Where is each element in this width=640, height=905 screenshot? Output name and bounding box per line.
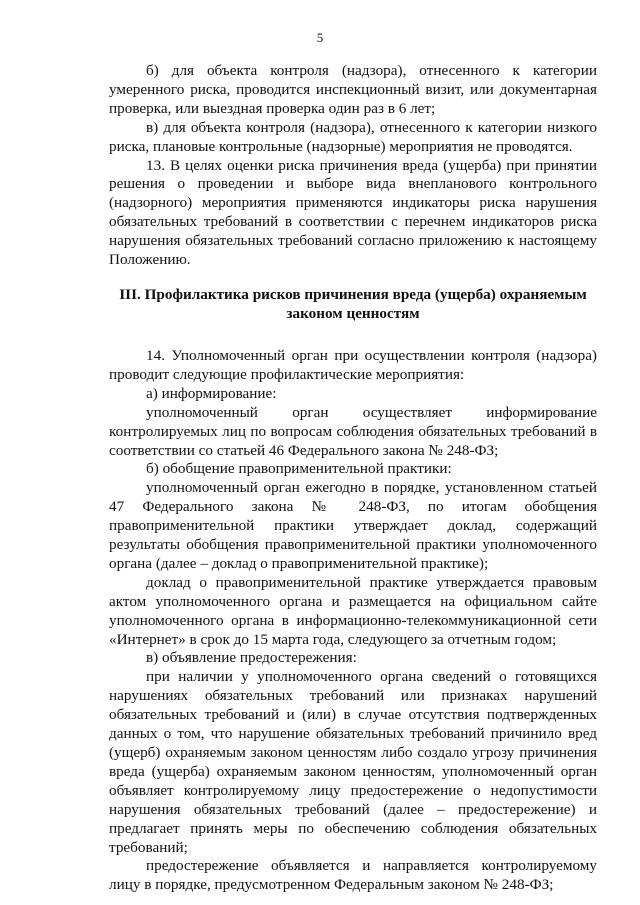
paragraph-report-publication: доклад о правоприменительной практике утверждается правовым актом уполномоченного органа и размещается на официальном сайте уполномоченного органа в информационно-телекоммуникационной сети «Интернет» в срок до 15 марта года, следующего за отчетным годом; (109, 573, 597, 648)
paragraph-b-generalization: б) обобщение правоприменительной практики: (146, 460, 452, 478)
section-heading-line-1: III. Профилактика рисков причинения вреда (ущерба) охраняемым (119, 285, 587, 303)
paragraph-a-informing: а) информирование: (146, 384, 277, 402)
paragraph-13-risk-indicators: 13. В целях оценки риска причинения вреда (ущерба) при принятии решения о проведении и выборе вида внепланового контрольного (надзорного) мероприятия применяются индикаторы риска нарушения обязательных требований в соответствии с перечнем индикаторов риска нарушения обязательных требований согласно приложению к настоящему Положению. (109, 156, 597, 269)
section-heading (109, 285, 597, 323)
document-body (109, 62, 597, 895)
paragraph-generalization-details: уполномоченный орган ежегодно в порядке, установленном статьей 47 Федерального закона № 248-ФЗ, по итогам обобщения правоприменительной практики утверждает доклад, содержащий результаты обобщения правоприменительной практики уполномоченного органа (далее – доклад о правоприменительной практике); (109, 479, 597, 572)
paragraph-informing-details: уполномоченный орган осуществляет информирование контролируемых лиц по вопросам соблюдения обязательных требований в соответствии со статьей 46 Федерального закона № 248-ФЗ; (109, 403, 597, 459)
paragraph-14-preventive-measures: 14. Уполномоченный орган при осуществлении контроля (надзора) проводит следующие профилактические мероприятия: (109, 346, 597, 383)
paragraph-warning-details: при наличии у уполномоченного органа сведений о готовящихся нарушениях обязательных требований или признаках нарушений обязательных требований и (или) в случае отсутствия подтвержденных данных о том, что нарушение обязательных требований причинило вред (ущерб) охраняемым законом ценностям либо создало угрозу причинения вреда (ущерба) охраняемым законом ценностям, уполномоченный орган объявляет контролируемому лицу предостережение о недопустимости нарушения обязательных требований (далее – предостережение) и предлагает принять меры по обеспечению соблюдения обязательных требований; (109, 668, 597, 856)
paragraph-v-warning: в) объявление предостережения: (146, 649, 357, 667)
section-heading-line-2: законом ценностям (286, 304, 420, 322)
paragraph-warning-procedure: предостережение объявляется и направляется контролируемому лицу в порядке, предусмотренном Федеральным законом № 248-ФЗ; (109, 857, 597, 894)
page-number: 5 (316, 30, 324, 45)
paragraph-item-v-low-risk: в) для объекта контроля (надзора), отнесенного к категории низкого риска, плановые контрольные (надзорные) мероприятия не проводятся. (109, 118, 597, 155)
paragraph-item-b-moderate-risk: б) для объекта контроля (надзора), отнесенного к категории умеренного риска, проводится инспекционный визит, или документарная проверка, или выездная проверка один раз в 6 лет; (109, 62, 597, 117)
